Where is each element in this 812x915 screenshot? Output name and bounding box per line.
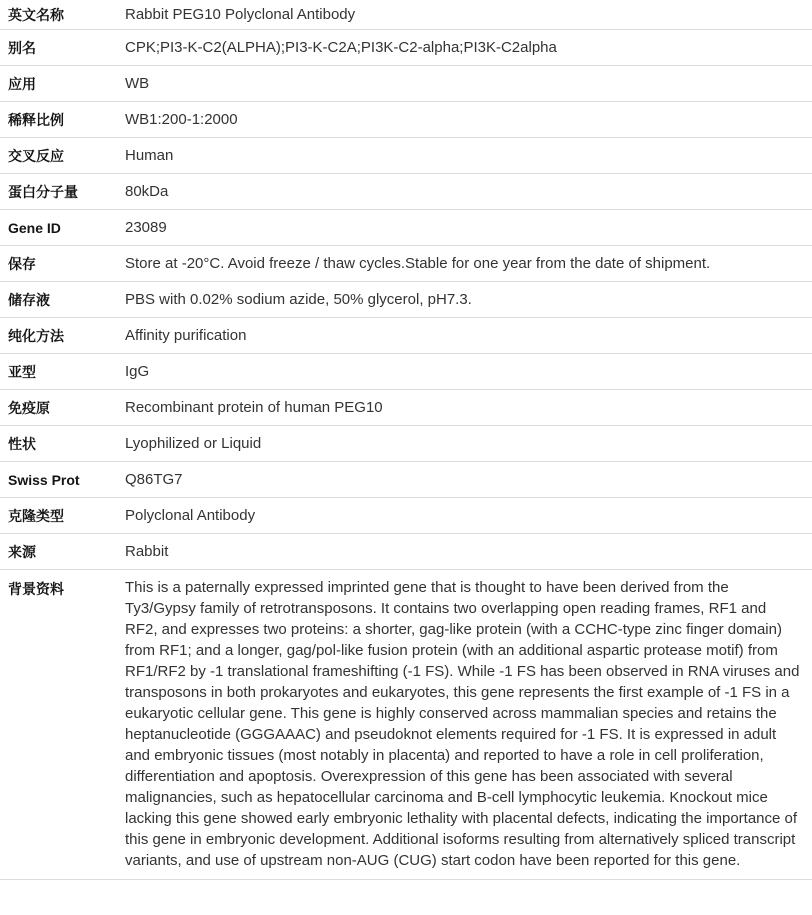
table-row [0, 0, 812, 30]
row-value: Rabbit PEG10 Polyclonal Antibody [125, 5, 356, 23]
row-value: Store at -20°C. Avoid freeze / thaw cycles.Stable for one year from the date of shipment. [125, 254, 711, 272]
row-value: Polyclonal Antibody [125, 506, 256, 524]
row-label: 应用 [8, 75, 36, 92]
row-label: 克隆类型 [8, 507, 64, 524]
table-row-background-info [0, 570, 812, 880]
table-row [0, 138, 812, 174]
table-row [0, 174, 812, 210]
row-value: Recombinant protein of human PEG10 [125, 398, 383, 416]
table-row [0, 354, 812, 390]
row-value: This is a paternally expressed imprinted gene that is thought to have been derived from the Ty3/Gypsy family of retrotransposons. It contains two overlapping open reading frames, RF1 and RF2, and expresses two proteins: a shorter, gag-like protein (with a CCHC-type zinc finger domain) from RF1; and a longer, gag/pol-like fusion protein (with an additional aspartic protease motif) from RF1/RF2 by -1 translational frameshifting (-1 FS). While -1 FS has been observed in RNA viruses and transposons in both prokaryotes and eukaryotes, this gene represents the first example of -1 FS in a eukaryotic cellular gene. This gene is highly conserved across mammalian species and retains the heptanucleotide (GGGAAAC) and pseudoknot elements required for -1 FS. It is expressed in adult and embryonic tissues (most notably in placenta) and reported to have a role in cell proliferation, differentiation and apoptosis. Overexpression of this gene has been associated with several malignancies, such as hepatocellular carcinoma and B-cell lymphocytic leukemia. Knockout mice lacking this gene showed early embryonic lethality with placental defects, indicating the importance of this gene in embryonic development. Additional isoforms resulting from alternatively spliced transcript variants, and use of upstream non-AUG (CUG) start codon have been reported for this gene. [125, 579, 800, 869]
row-label: 稀释比例 [8, 111, 64, 128]
row-label: 储存液 [8, 291, 50, 308]
row-value: 80kDa [125, 182, 169, 200]
row-value: Lyophilized or Liquid [125, 434, 262, 452]
row-value: Affinity purification [125, 326, 247, 344]
row-label: 别名 [8, 39, 36, 56]
row-label: 性状 [8, 435, 36, 452]
table-row [0, 462, 812, 498]
row-value: 23089 [125, 218, 167, 236]
table-row [0, 102, 812, 138]
row-value: Q86TG7 [125, 470, 183, 488]
row-label: 蛋白分子量 [8, 183, 78, 200]
table-row [0, 30, 812, 66]
table-row [0, 66, 812, 102]
row-value: Rabbit [125, 542, 169, 560]
row-label: 来源 [8, 543, 36, 560]
row-value: Human [125, 146, 174, 164]
table-row [0, 426, 812, 462]
table-row [0, 498, 812, 534]
table-row [0, 210, 812, 246]
row-label: 英文名称 [8, 6, 64, 23]
row-label: 亚型 [8, 363, 36, 380]
row-label: 纯化方法 [8, 327, 64, 344]
row-value: CPK;PI3-K-C2(ALPHA);PI3-K-C2A;PI3K-C2-alpha;PI3K-C2alpha [125, 38, 557, 56]
table-row [0, 246, 812, 282]
row-value: PBS with 0.02% sodium azide, 50% glycerol, pH7.3. [125, 290, 472, 308]
row-label: 保存 [8, 255, 36, 272]
row-value: WB1:200-1:2000 [125, 110, 238, 128]
row-label: Gene ID [8, 219, 61, 236]
row-label: 背景资料 [8, 581, 64, 597]
row-label: 免疫原 [8, 399, 50, 416]
table-row [0, 318, 812, 354]
table-row [0, 390, 812, 426]
row-value: WB [125, 74, 150, 92]
table-row [0, 534, 812, 570]
row-value: IgG [125, 362, 150, 380]
table-row [0, 282, 812, 318]
row-label: Swiss Prot [8, 471, 80, 488]
row-label: 交叉反应 [8, 147, 64, 164]
